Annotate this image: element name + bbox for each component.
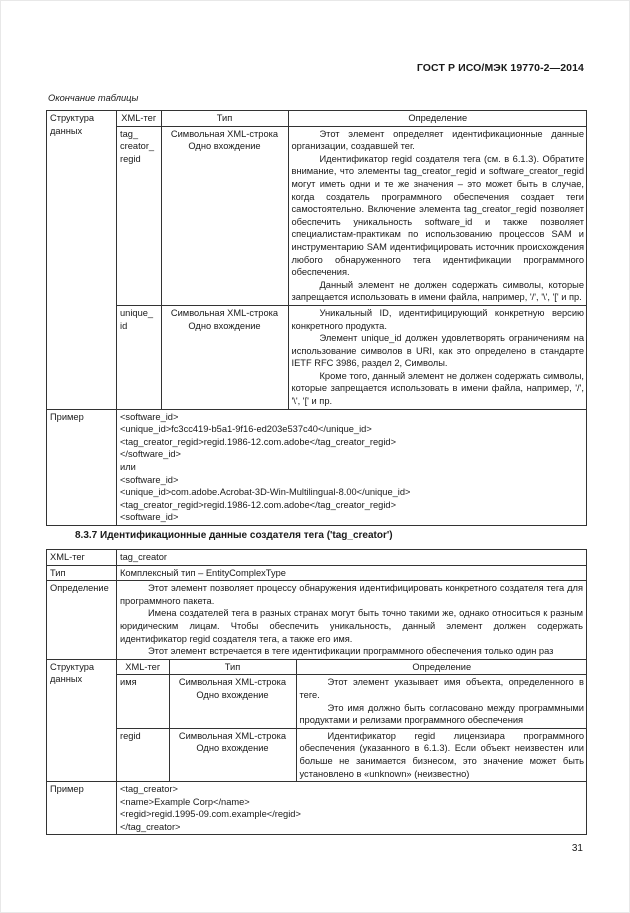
table-row-type bbox=[161, 305, 288, 408]
col-header-type: Тип bbox=[161, 111, 288, 126]
xml-tag-label: XML-тег bbox=[47, 550, 117, 566]
struct-table bbox=[117, 111, 587, 409]
example-code bbox=[117, 782, 587, 835]
table-row-def bbox=[288, 126, 587, 305]
code-line: или bbox=[120, 462, 136, 473]
col-header-def: Определение bbox=[296, 660, 587, 675]
code-line: <tag_creator> bbox=[120, 784, 178, 795]
code-line: <software_id> bbox=[120, 474, 179, 485]
def-para: Этот элемент встречается в теге идентификации программного обеспечения только один раз bbox=[148, 646, 554, 657]
struct-label: Структура данных bbox=[47, 111, 117, 410]
tag-creator-table bbox=[46, 549, 587, 835]
def-para: Имена создателей тега в разных странах могут быть точно такими же, однако относиться к разным юридическим лицам. Чтобы обеспечить уникальность, данный элемент должен содержать идентификатор regid создателя тега, а также его имя. bbox=[120, 608, 583, 644]
code-line: <tag_creator_regid>regid.1986-12.com.adobe</tag_creator_regid> bbox=[120, 499, 397, 510]
code-line: <software_id> bbox=[120, 512, 179, 523]
code-line: <unique_id>com.adobe.Acrobat-3D-Win-Multilingual-8.00</unique_id> bbox=[120, 487, 411, 498]
example-code bbox=[117, 409, 587, 525]
definition-label: Определение bbox=[47, 581, 117, 660]
table-row-tag: regid bbox=[117, 728, 169, 781]
def-para: Уникальный ID, идентифицирующий конкретную версию конкретного продукта. bbox=[291, 307, 584, 331]
type-line: Символьная XML-строка bbox=[178, 677, 287, 688]
type-label: Тип bbox=[47, 565, 117, 581]
def-para: Кроме того, данный элемент не должен содержать символы, которые запрещается использовать в имени файла, например, '/', '\', '[' и пр. bbox=[291, 370, 584, 407]
def-para: Этот элемент определяет идентификационные данные организации, создавшей тег. bbox=[291, 128, 584, 152]
occurrence-line: Одно вхождение bbox=[188, 320, 261, 331]
def-para: Данный элемент не должен содержать символы, которые запрещается использовать в имени файла, например, '/', '\', '[' и пр. bbox=[291, 279, 584, 303]
def-para: Идентификатор regid создателя тега (см. в 6.1.3). Обратите внимание, что элементы tag_creator_regid и software_creator_regid могут иметь одни и те же значения – это может быть в случае, когда создатель программного обеспечения создает теги самостоятельно. Включение элемента tag_creator_regid позволяет обеспечить уникальность software_id и также позволяет специалистам-практикам по использованию процессов SAM и инструментарию SAM идентифицировать источник происхождения любого обнаруженного тега идентификации программного обеспечения. bbox=[291, 153, 584, 278]
occurrence-line: Одно вхождение bbox=[196, 689, 269, 700]
table-row-tag: имя bbox=[117, 675, 169, 728]
def-para: Идентификатор regid лицензиара программного обеспечения (указанного в 6.1.3). Если объект неизвестен или больше не занимается бизнесом, это значение может быть установлено в «unknown» (неизвестно) bbox=[299, 730, 584, 779]
code-line: <regid>regid.1995-09.com.example</regid> bbox=[120, 809, 301, 820]
table-row-def bbox=[296, 675, 587, 728]
code-line: <software_id> bbox=[120, 411, 179, 422]
table-caption: Окончание таблицы bbox=[48, 93, 139, 103]
struct-table bbox=[117, 660, 587, 781]
page-number: 31 bbox=[571, 843, 583, 854]
type-value: Комплексный тип – EntityComplexType bbox=[117, 565, 587, 581]
col-header-def: Определение bbox=[288, 111, 587, 126]
code-line: <unique_id>fc3cc419-b5a1-9f16-ed203e537c40</unique_id> bbox=[120, 424, 372, 435]
struct-cell bbox=[117, 111, 587, 410]
type-line: Символьная XML-строка bbox=[170, 128, 279, 139]
example-label: Пример bbox=[47, 782, 117, 835]
section-title: 8.3.7 Идентификационные данные создателя тега ('tag_creator') bbox=[75, 530, 393, 541]
table-row-tag: tag_ creator_ regid bbox=[117, 126, 161, 305]
definition-text bbox=[117, 581, 587, 660]
def-para: Это имя должно быть согласовано между программными продуктами и релизами программного обеспечения bbox=[299, 702, 584, 726]
struct-label: Структура данных bbox=[47, 659, 117, 781]
table-row-type bbox=[169, 675, 296, 728]
type-line: Символьная XML-строка bbox=[170, 307, 279, 318]
code-line: <tag_creator_regid>regid.1986-12.com.adobe</tag_creator_regid> bbox=[120, 436, 397, 447]
table-row-type bbox=[169, 728, 296, 781]
table-row-type bbox=[161, 126, 288, 305]
struct-cell bbox=[117, 659, 587, 781]
occurrence-line: Одно вхождение bbox=[196, 743, 269, 754]
def-para: Этот элемент позволяет процессу обнаружения идентифицировать конкретного создателя тега для программного пакета. bbox=[120, 583, 583, 606]
table-continuation bbox=[46, 110, 587, 526]
document-header: ГОСТ Р ИСО/МЭК 19770-2—2014 bbox=[416, 62, 584, 74]
col-header-type: Тип bbox=[169, 660, 296, 675]
type-line: Символьная XML-строка bbox=[178, 730, 287, 741]
code-line: </tag_creator> bbox=[120, 821, 181, 832]
occurrence-line: Одно вхождение bbox=[188, 141, 261, 152]
example-label: Пример bbox=[47, 409, 117, 525]
table-row-def bbox=[288, 305, 587, 408]
def-para: Этот элемент указывает имя объекта, определенного в теге. bbox=[299, 677, 584, 700]
xml-tag-value: tag_creator bbox=[117, 550, 587, 566]
def-para: Элемент unique_id должен удовлетворять ограничениям на использование символов в URI, как это определено в стандарте IETF RFC 3986, раздел 2, Символы. bbox=[291, 333, 584, 369]
code-line: <name>Example Corp</name> bbox=[120, 796, 250, 807]
col-header-tag: XML-тег bbox=[117, 111, 161, 126]
code-line: </software_id> bbox=[120, 449, 181, 460]
col-header-tag: XML-тег bbox=[117, 660, 169, 675]
table-row-tag: unique_ id bbox=[117, 305, 161, 408]
table-row-def bbox=[296, 728, 587, 781]
